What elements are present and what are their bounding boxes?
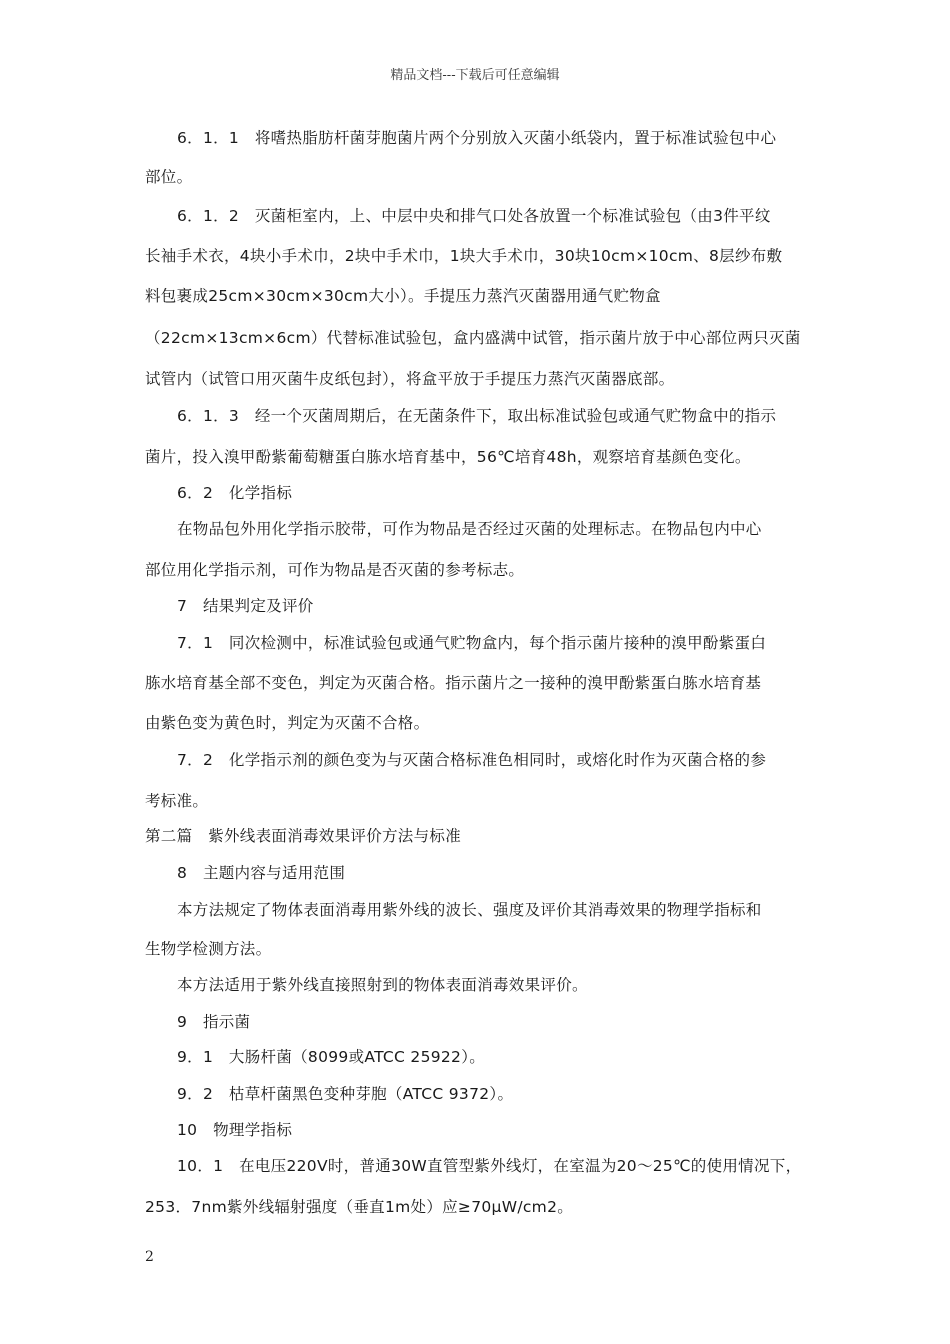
page-header: 精品文档---下载后可任意编辑	[390, 68, 560, 83]
paragraph-line: 胨水培育基全部不变色，判定为灭菌合格。指示菌片之一接种的溴甲酚紫蛋白胨水培育基	[145, 674, 762, 692]
section-heading: 6．2 化学指标	[177, 484, 293, 502]
paragraph-line: （22cm×13cm×6cm）代替标准试验包，盒内盛满中试管，指示菌片放于中心部位两只灭菌	[145, 329, 801, 347]
paragraph-line: 7．2 化学指示剂的颜色变为与灭菌合格标准色相同时，或熔化时作为灭菌合格的参	[177, 751, 767, 769]
paragraph-line: 本方法适用于紫外线直接照射到的物体表面消毒效果评价。	[177, 976, 588, 994]
paragraph-line: 6．1．3 经一个灭菌周期后，在无菌条件下，取出标准试验包或通气贮物盒中的指示	[177, 407, 777, 425]
paragraph-line: 试管内（试管口用灭菌牛皮纸包封），将盒平放于手提压力蒸汽灭菌器底部。	[145, 370, 675, 388]
paragraph-line: 7．1 同次检测中，标准试验包或通气贮物盒内，每个指示菌片接种的溴甲酚紫蛋白	[177, 634, 767, 652]
paragraph-line: 生物学检测方法。	[145, 940, 272, 958]
paragraph-line: 长袖手术衣，4块小手术巾，2块中手术巾，1块大手术巾，30块10cm×10cm、8层纱布敷	[145, 247, 783, 265]
paragraph-line: 6．1．1 将嗜热脂肪杆菌芽胞菌片两个分别放入灭菌小纸袋内，置于标准试验包中心	[177, 129, 777, 147]
paragraph-line: 253．7nm紫外线辐射强度（垂直1m处）应≥70μW/cm2。	[145, 1198, 574, 1216]
paragraph-line: 由紫色变为黄色时，判定为灭菌不合格。	[145, 714, 430, 732]
section-heading: 9 指示菌	[177, 1013, 251, 1031]
chapter-heading: 第二篇 紫外线表面消毒效果评价方法与标准	[145, 827, 462, 845]
section-heading: 7 结果判定及评价	[177, 597, 314, 615]
paragraph-line: 料包裹成25cm×30cm×30cm大小）。手提压力蒸汽灭菌器用通气贮物盒	[145, 287, 661, 305]
paragraph-line: 本方法规定了物体表面消毒用紫外线的波长、强度及评价其消毒效果的物理学指标和	[177, 901, 762, 919]
section-heading: 10 物理学指标	[177, 1121, 293, 1139]
section-heading: 8 主题内容与适用范围	[177, 864, 346, 882]
paragraph-line: 9．2 枯草杆菌黑色变种芽胞（ATCC 9372）。	[177, 1085, 514, 1103]
paragraph-line: 部位用化学指示剂，可作为物品是否灭菌的参考标志。	[145, 561, 525, 579]
paragraph-line: 考标准。	[145, 792, 209, 810]
paragraph-line: 10．1 在电压220V时，普通30W直管型紫外线灯，在室温为20～25℃的使用情况下，	[177, 1157, 802, 1175]
paragraph-line: 菌片，投入溴甲酚紫葡萄糖蛋白胨水培育基中，56℃培育48h，观察培育基颜色变化。	[145, 448, 751, 466]
paragraph-line: 9．1 大肠杆菌（8099或ATCC 25922）。	[177, 1048, 486, 1066]
page-number: 2	[145, 1249, 154, 1265]
paragraph-line: 部位。	[145, 168, 193, 186]
paragraph-line: 在物品包外用化学指示胶带，可作为物品是否经过灭菌的处理标志。在物品包内中心	[177, 520, 762, 538]
paragraph-line: 6．1．2 灭菌柜室内，上、中层中央和排气口处各放置一个标准试验包（由3件平纹	[177, 207, 771, 225]
